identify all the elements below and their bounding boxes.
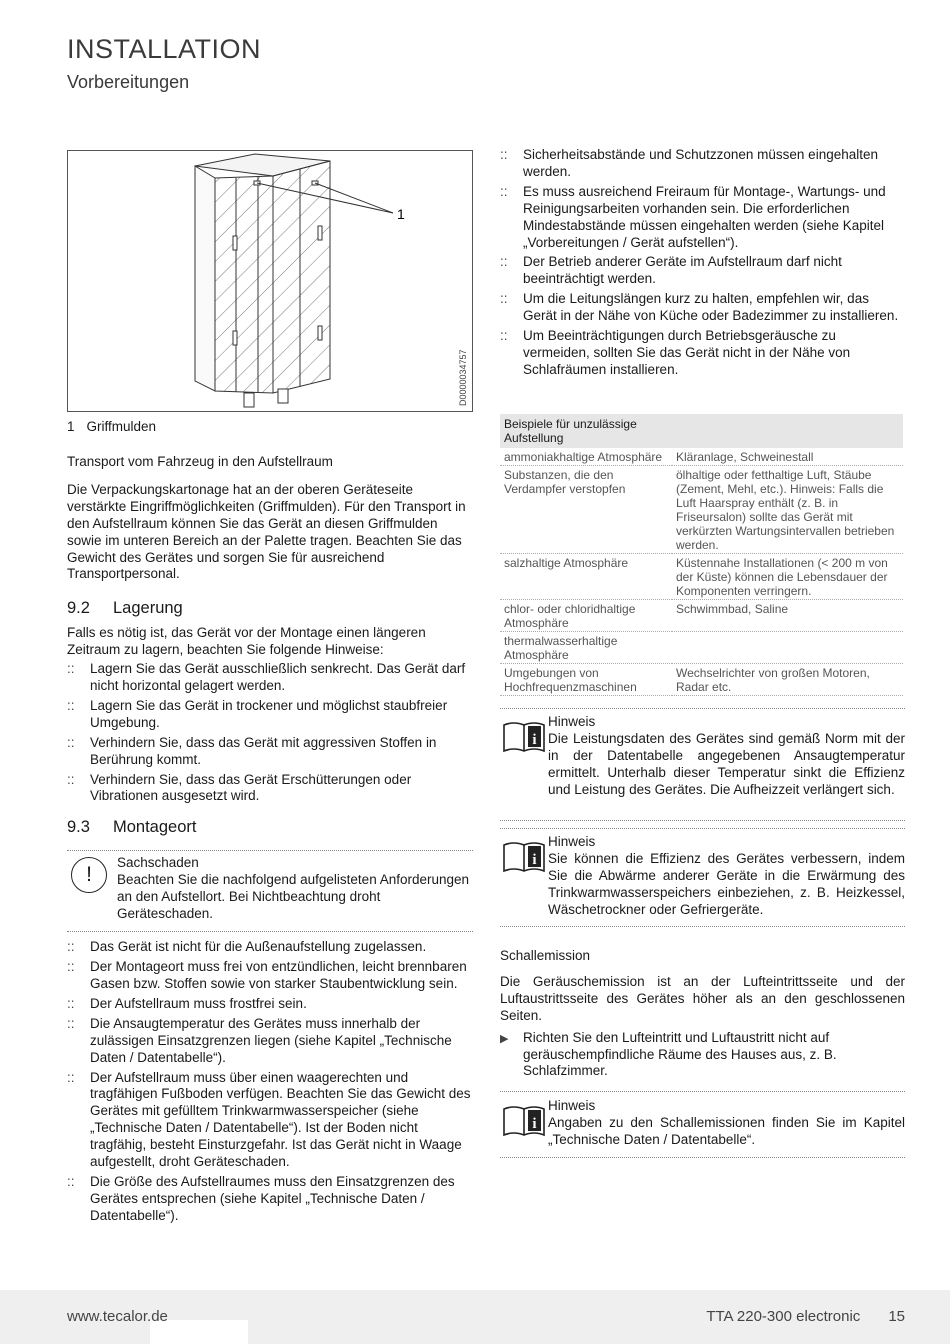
list-item <box>67 735 473 769</box>
divider <box>500 926 905 927</box>
note-box <box>500 714 905 799</box>
table-cell: Küstennahe Installationen (< 200 m von der Küste) können die Lebensdauer der Komponenten verringern. <box>672 554 903 600</box>
warning-icon: ! <box>71 857 107 893</box>
info-book-icon <box>502 720 546 754</box>
list-item <box>67 996 473 1013</box>
bullet-icon: :: <box>500 183 508 199</box>
examples-table-wrap <box>500 414 903 696</box>
note-text: Angaben zu den Schallemissionen finden Sie im Kapitel „Technische Daten / Datentabelle“. <box>548 1114 905 1147</box>
table-cell: salzhaltige Atmosphäre <box>500 554 672 600</box>
list-item-text: Um Beeinträchtigungen durch Betriebsgeräusche zu vermeiden, sollten Sie das Gerät nicht in der Nähe von Schlafräumen installieren. <box>523 328 851 377</box>
lagerung-list <box>67 661 473 805</box>
bullet-icon: :: <box>67 995 75 1011</box>
divider <box>500 1091 905 1092</box>
footer <box>0 1290 950 1344</box>
list-item-text: Verhindern Sie, dass das Gerät mit aggressiven Stoffen in Berührung kommt. <box>90 734 437 767</box>
list-item-text: Der Aufstellraum muss über einen waagerechten und tragfähigen Fußboden verfügen. Beachten Sie das Gewicht des Gerätes mit gefülltem Trinkwarmwasserspeicher (siehe „Technische Daten / Datentabelle“). Ist der Boden nicht tragfähig, besteht Einsturzgefahr. Ist das Gerät nicht in Waage aufgestellt, droht Geräteschaden. <box>90 1069 471 1170</box>
figure-caption-text: Griffmulden <box>86 419 157 434</box>
footer-product-name: TTA 220-300 electronic <box>706 1308 861 1325</box>
warning-text: Beachten Sie die nachfolgend aufgelisteten Anforderungen an den Aufstellort. Bei Nichtbeachtung droht Geräteschaden. <box>117 872 470 921</box>
table-cell: Wechselrichter von großen Motoren, Radar etc. <box>672 664 903 696</box>
list-item <box>67 959 473 993</box>
list-item <box>67 1016 473 1067</box>
table-header: Beispiele für unzulässige Aufstellung <box>500 414 672 448</box>
bullet-icon: :: <box>67 939 75 955</box>
footer-url[interactable]: www.tecalor.de <box>67 1308 168 1325</box>
list-item-text: Die Ansaugtemperatur des Gerätes muss innerhalb der zulässigen Einsatzgrenzen liegen (siehe Kapitel „Technische Daten / Datentabelle“). <box>90 1015 452 1065</box>
action-item <box>500 1030 905 1081</box>
list-item <box>67 661 473 695</box>
note-box <box>500 1098 905 1149</box>
svg-text:i: i <box>532 1116 537 1132</box>
bullet-icon: :: <box>67 1069 75 1085</box>
warning-box <box>67 855 473 925</box>
table-cell: ölhaltige oder fetthaltige Luft, Stäube (Zement, Mehl, etc.). Hinweis: Falls die Luft Haarspray enthält (z. B. in Friseursalon) sollte das Gerät mit verkürzten Wartungsintervallen betrieben werden. <box>672 466 903 554</box>
divider <box>500 820 905 821</box>
table-cell: thermalwasserhaltige Atmosphäre <box>500 632 672 664</box>
list-item <box>500 291 905 325</box>
list-item <box>500 328 905 379</box>
section-montageort-heading <box>67 819 473 836</box>
table-row <box>500 664 903 696</box>
list-item <box>500 184 905 252</box>
divider <box>500 828 905 829</box>
list-item <box>67 698 473 732</box>
figure-callout: 1 <box>397 206 405 222</box>
page-title: INSTALLATION <box>67 34 262 64</box>
table-cell: Kläranlage, Schweinestall <box>672 448 903 466</box>
transport-heading: Transport vom Fahrzeug in den Aufstellraum <box>67 454 333 469</box>
divider <box>500 708 905 709</box>
bullet-icon: :: <box>67 771 75 787</box>
list-item-text: Der Montageort muss frei von entzündlichen, leicht brennbaren Gasen bzw. Stoffen sowie von starker Staubentwicklung sein. <box>90 959 467 992</box>
list-item-text: Sicherheitsabstände und Schutzzonen müssen eingehalten werden. <box>523 147 878 179</box>
svg-text:i: i <box>532 732 537 748</box>
table-cell: Schwimmbad, Saline <box>672 600 903 632</box>
section-number: 9.2 <box>67 599 90 618</box>
left-column <box>67 454 473 1228</box>
device-illustration <box>68 151 472 411</box>
warning-title: Sachschaden <box>117 855 199 871</box>
list-item <box>67 772 473 806</box>
list-item <box>67 1070 473 1171</box>
right-column <box>500 147 905 382</box>
figure-caption-number: 1 <box>67 419 75 434</box>
list-item-text: Verhindern Sie, dass das Gerät Erschütterungen oder Vibrationen ausgesetzt wird. <box>90 771 412 804</box>
table-cell <box>672 632 903 664</box>
table-row <box>500 466 903 554</box>
divider <box>67 850 473 851</box>
bullet-icon: :: <box>67 959 75 975</box>
info-book-icon <box>502 840 546 874</box>
section-title: Montageort <box>113 818 197 837</box>
table-cell: chlor- oder chloridhaltige Atmosphäre <box>500 600 672 632</box>
divider <box>67 931 473 932</box>
note-title: Hinweis <box>548 834 596 849</box>
list-item-text: Die Größe des Aufstellraumes muss den Einsatzgrenzen des Gerätes entsprechen (siehe Kapitel „Technische Daten / Datentabelle“). <box>90 1174 455 1223</box>
bullet-icon: :: <box>500 254 508 270</box>
examples-table <box>500 414 903 696</box>
schall-heading: Schallemission <box>500 948 591 963</box>
arrow-icon: ▶ <box>500 1032 509 1045</box>
schall-section <box>500 948 905 1084</box>
lagerung-intro: Falls es nötig ist, das Gerät vor der Montage einen längeren Zeitraum zu lagern, beachten Sie folgende Hinweise: <box>67 625 426 658</box>
table-header-empty <box>672 414 903 448</box>
bullet-icon: :: <box>67 1015 75 1031</box>
divider <box>500 1157 905 1158</box>
section-number: 9.3 <box>67 818 90 837</box>
schall-text: Die Geräuschemission ist an der Lufteintrittsseite und der Luftaustrittsseite des Gerätes höher als an den geschlossenen Seiten. <box>500 973 905 1023</box>
note-text: Die Leistungsdaten des Gerätes sind gemäß Norm mit der in der Datentabelle angegebenen Ansaugtemperatur ermittelt. Unterhalb dieser Temperatur sinkt die Effizienz und Leistung des Gerätes. Die Aufheizzeit verlängert sich. <box>548 730 905 797</box>
list-item <box>67 1174 473 1225</box>
requirements-list <box>500 147 905 379</box>
list-item <box>67 939 473 956</box>
list-item-text: Das Gerät ist nicht für die Außenaufstellung zugelassen. <box>90 939 427 955</box>
svg-text:i: i <box>532 852 537 868</box>
table-row <box>500 448 903 466</box>
bullet-icon: :: <box>500 147 508 162</box>
transport-text: Die Verpackungskartonage hat an der oberen Geräteseite verstärkte Eingriffmöglichkeiten (Griffmulden). Für den Transport in den Aufstellraum können Sie das Gerät an diesen Griffmulden sowie im unteren Bereich an der Palette tragen. Beachten Sie das Gewicht des Gerätes und sorgen Sie für ausreichend Transportpersonal. <box>67 481 466 582</box>
device-figure <box>67 150 473 412</box>
list-item-text: Lagern Sie das Gerät in trockener und möglichst staubfreier Umgebung. <box>90 697 448 730</box>
list-item-text: Um die Leitungslängen kurz zu halten, empfehlen wir, das Gerät in der Nähe von Küche oder Badezimmer zu installieren. <box>523 291 899 324</box>
bullet-icon: :: <box>500 291 508 307</box>
section-lagerung-heading <box>67 600 473 617</box>
bullet-icon: :: <box>67 697 75 713</box>
note-text: Sie können die Effizienz des Gerätes verbessern, indem Sie die Abwärme anderer Geräte in die Erwärmung des Trinkwarmwasserspeichers einbeziehen, z. B. Heizkessel, Wäschetrockner oder Gefriergeräte. <box>548 850 905 917</box>
bullet-icon: :: <box>67 1174 75 1189</box>
list-item <box>500 254 905 288</box>
figure-code: D0000034757 <box>458 349 468 406</box>
info-book-icon <box>502 1104 546 1138</box>
page-subtitle: Vorbereitungen <box>67 72 190 92</box>
bullet-icon: :: <box>500 328 508 344</box>
note-title: Hinweis <box>548 714 596 729</box>
table-row <box>500 600 903 632</box>
list-item-text: Es muss ausreichend Freiraum für Montage-, Wartungs- und Reinigungsarbeiten vorhanden sein. Die erforderlichen Mindestabstände müssen eingehalten werden (siehe Kapitel „Vorbereitungen / Gerät aufstellen“). <box>523 183 886 250</box>
table-row <box>500 554 903 600</box>
table-row <box>500 632 903 664</box>
note-title: Hinweis <box>548 1098 596 1113</box>
list-item-text: Der Aufstellraum muss frostfrei sein. <box>90 995 307 1011</box>
table-cell: ammoniakhaltige Atmosphäre <box>500 448 672 466</box>
list-item-text: Der Betrieb anderer Geräte im Aufstellraum darf nicht beeinträchtigt werden. <box>523 254 842 287</box>
page-number: 15 <box>888 1308 905 1325</box>
action-text: Richten Sie den Lufteintritt und Luftaustritt nicht auf geräuschempfindliche Räume des Hauses aus, z. B. Schlafzimmer. <box>523 1029 837 1079</box>
table-cell: Umgebungen von Hochfrequenzmaschinen <box>500 664 672 696</box>
montageort-list <box>67 939 473 1225</box>
bullet-icon: :: <box>67 661 75 677</box>
footer-product <box>706 1308 905 1325</box>
table-cell: Substanzen, die den Verdampfer verstopfen <box>500 466 672 554</box>
list-item-text: Lagern Sie das Gerät ausschließlich senkrecht. Das Gerät darf nicht horizontal gelagert werden. <box>90 661 466 693</box>
note-box <box>500 834 905 919</box>
bullet-icon: :: <box>67 734 75 750</box>
figure-caption <box>67 419 168 434</box>
section-title: Lagerung <box>113 599 183 618</box>
list-item <box>500 147 905 181</box>
